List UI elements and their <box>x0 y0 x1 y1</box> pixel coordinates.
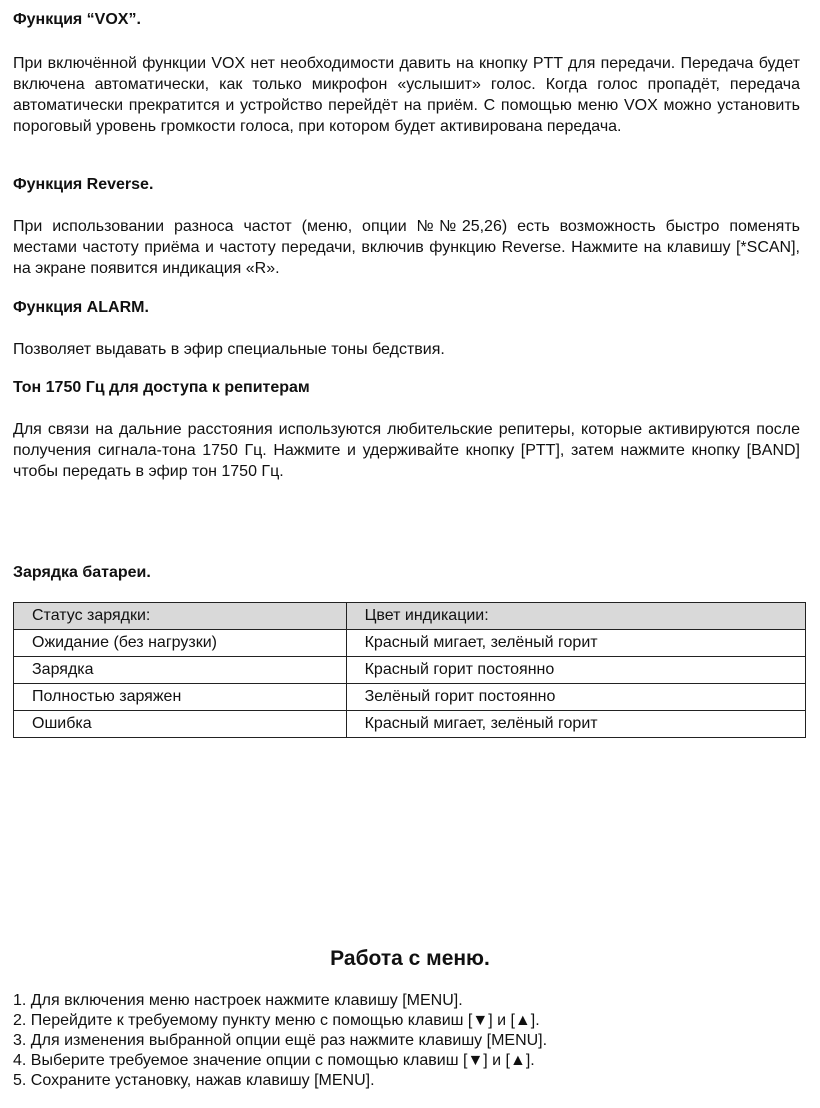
list-item: 3. Для изменения выбранной опции ещё раз нажмите клавишу [MENU]. <box>13 1032 548 1049</box>
section-text-reverse: При использовании разноса частот (меню, опции №№25,26) есть возможность быстро поменять местами частоту приёма и частоту передачи, включив функцию Reverse. Нажмите на клавишу [*SCAN], на экране появится индикация «R». <box>13 218 800 277</box>
table-header-row <box>14 603 806 630</box>
section-title-alarm: Функция ALARM. <box>13 299 149 316</box>
list-item: 1. Для включения меню настроек нажмите клавишу [MENU]. <box>13 992 463 1009</box>
table-cell: Красный мигает, зелёный горит <box>346 630 805 657</box>
menu-section-title: Работа с меню. <box>330 947 490 970</box>
list-item: 5. Сохраните установку, нажав клавишу [MENU]. <box>13 1072 375 1089</box>
list-item: 2. Перейдите к требуемому пункту меню с помощью клавиш [▼] и [▲]. <box>13 1012 540 1029</box>
table-cell: Полностью заряжен <box>14 684 347 711</box>
section-text-tone: Для связи на дальние расстояния используются любительские репитеры, которые активируются после получения сигнала-тона 1750 Гц. Нажмите и удерживайте кнопку [PTT], затем нажмите кнопку [BAND] чтобы передать в эфир тон 1750 Гц. <box>13 421 800 480</box>
menu-steps-list <box>13 991 547 1091</box>
section-title-vox: Функция “VOX”. <box>13 11 141 28</box>
table-row <box>14 657 806 684</box>
section-text-alarm: Позволяет выдавать в эфир специальные тоны бедствия. <box>13 341 445 358</box>
table-row <box>14 711 806 738</box>
table-cell: Зелёный горит постоянно <box>346 684 805 711</box>
table-cell: Красный горит постоянно <box>346 657 805 684</box>
table-header-cell: Статус зарядки: <box>14 603 347 630</box>
section-title-reverse: Функция Reverse. <box>13 176 154 193</box>
table-header-cell: Цвет индикации: <box>346 603 805 630</box>
list-item: 4. Выберите требуемое значение опции с помощью клавиш [▼] и [▲]. <box>13 1052 535 1069</box>
table-cell: Ожидание (без нагрузки) <box>14 630 347 657</box>
table-row <box>14 630 806 657</box>
section-title-tone: Тон 1750 Гц для доступа к репитерам <box>13 379 310 396</box>
table-cell: Красный мигает, зелёный горит <box>346 711 805 738</box>
section-title-battery: Зарядка батареи. <box>13 564 151 581</box>
table-cell: Зарядка <box>14 657 347 684</box>
table-row <box>14 684 806 711</box>
section-text-vox: При включённой функции VOX нет необходимости давить на кнопку PTT для передачи. Передача будет включена автоматически, как только микрофон «услышит» голос. Когда голос пропадёт, передача автоматически прекратится и устройство перейдёт на приём. С помощью меню VOX можно установить пороговый уровень громкости голоса, при котором будет активирована передача. <box>13 55 800 135</box>
table-cell: Ошибка <box>14 711 347 738</box>
battery-status-table <box>13 602 806 738</box>
